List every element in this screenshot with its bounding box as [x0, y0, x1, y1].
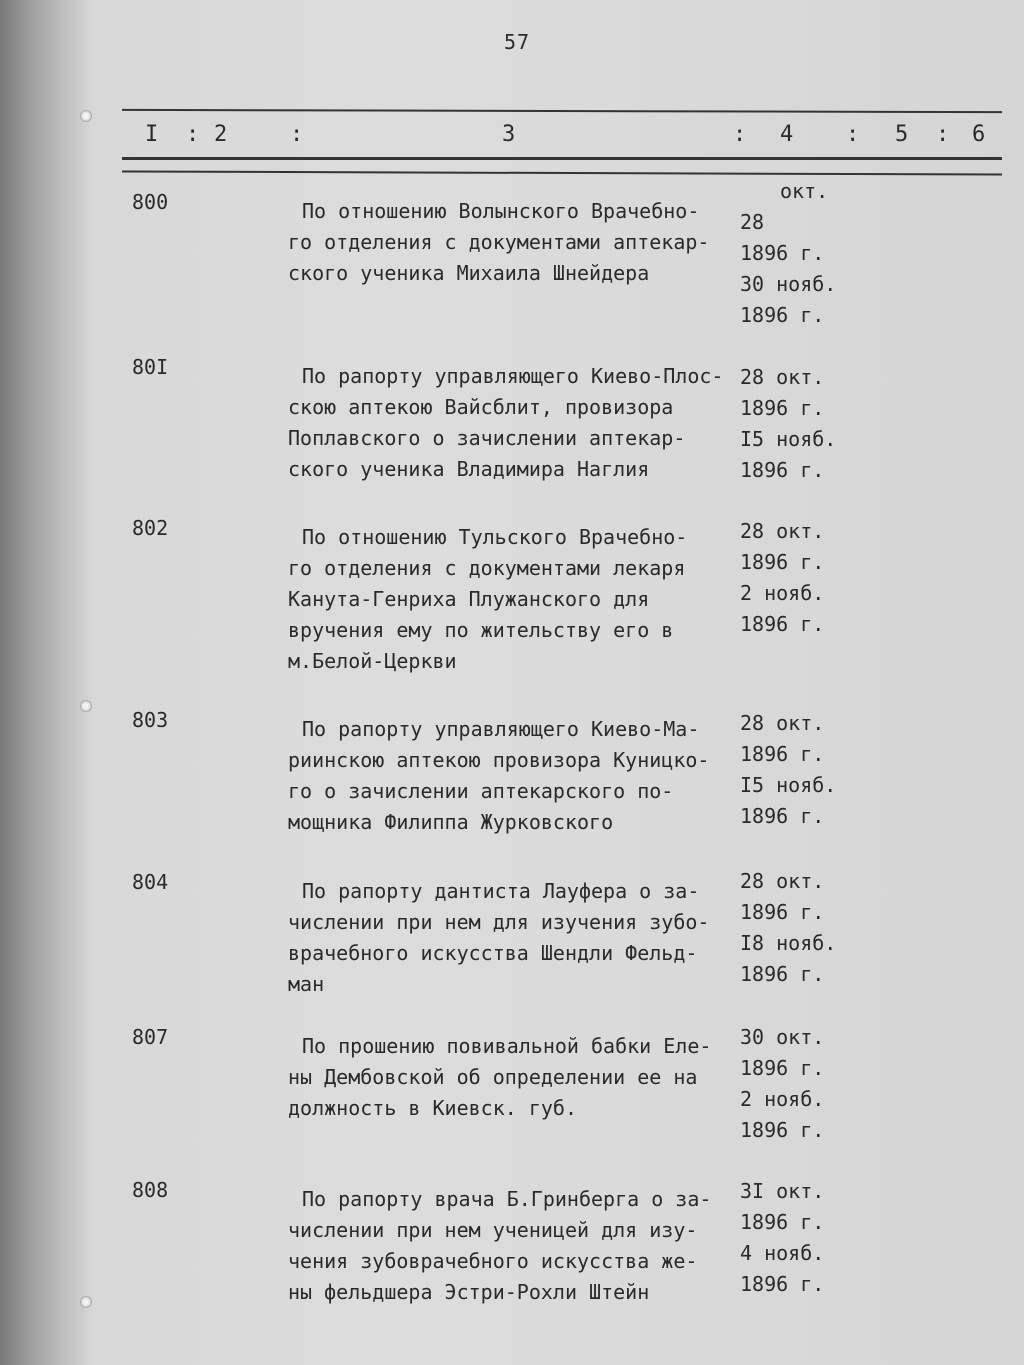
entry-date-line: 28 окт.: [740, 711, 825, 735]
entry-dates: [740, 1022, 850, 1146]
punch-hole: [80, 110, 92, 122]
column-header: 4: [780, 122, 794, 147]
entry-date-line: I8 нояб.: [740, 931, 837, 955]
punch-hole: [80, 1296, 92, 1308]
entry-description: [288, 714, 738, 838]
entry-date-line: 1896 г.: [740, 396, 825, 420]
header-rule-bottom: [122, 170, 1002, 175]
punch-hole: [80, 700, 92, 712]
entry-date-line: 28 окт.: [740, 519, 825, 543]
column-header: :: [186, 122, 200, 147]
entry-date-line: 1896 г.: [740, 458, 825, 482]
header-rule-middle: [122, 157, 1002, 160]
entry-description-line: должность в Киевск. губ.: [288, 1096, 577, 1120]
column-header: :: [733, 122, 747, 147]
entry-description-line: ского ученика Михаила Шнейдера: [288, 261, 650, 285]
entry-dates: [740, 1176, 850, 1300]
column-header: 5: [895, 122, 909, 147]
entry-description-line: По рапорту дантиста Лауфера о за-: [302, 879, 700, 903]
entry-description: [288, 522, 738, 677]
entry-date-line: 28: [740, 210, 777, 234]
column-header: :: [846, 122, 860, 147]
entry-description-line: По рапорту управляющего Киево-Плос-: [302, 364, 724, 388]
entry-description-line: ны Дембовской об определении ее на: [288, 1065, 698, 1089]
entry-date-line: 28 окт.: [740, 869, 825, 893]
entry-date-line: 1896 г.: [740, 1272, 825, 1296]
entry-description: [288, 1031, 738, 1124]
entry-date-line: 2 нояб.: [740, 581, 825, 605]
entry-description-line: вручения ему по жительству его в: [288, 618, 674, 642]
entry-description-line: скою аптекою Вайсблит, провизора: [288, 395, 674, 419]
entry-date-line: 1896 г.: [740, 241, 825, 265]
page-number: 57: [503, 30, 531, 54]
entry-date-line: 1896 г.: [740, 612, 825, 636]
entry-description-line: По отношению Волынского Врачебно-: [302, 199, 700, 223]
entry-date-line: 2 нояб.: [740, 1087, 825, 1111]
entry-description-line: По отношению Тульского Врачебно-: [302, 525, 688, 549]
entry-description-line: го о зачислении аптекарского по-: [288, 779, 674, 803]
entry-dates: [740, 176, 850, 331]
entry-number: 804: [132, 870, 169, 894]
entry-description-line: м.Белой-Церкви: [288, 649, 457, 673]
entry-description: [288, 876, 738, 1000]
entry-description-line: Канута-Генриха Плужанского для: [288, 587, 650, 611]
entry-description-line: По рапорту врача Б.Гринберга о за-: [302, 1187, 712, 1211]
entry-date-line: 28 окт.: [740, 365, 825, 389]
entry-description-line: ны фельдшера Эстри-Рохли Штейн: [288, 1280, 650, 1304]
entry-dates: [740, 708, 850, 832]
entry-description: [288, 196, 738, 289]
entry-description-line: По прошению повивальной бабки Еле-: [302, 1034, 712, 1058]
binding-shadow: [0, 0, 90, 1365]
entry-description: [288, 361, 738, 485]
entry-date-line: 1896 г.: [740, 550, 825, 574]
entry-date-line: 4 нояб.: [740, 1241, 825, 1265]
header-rule-top: [122, 109, 1002, 113]
entry-date-line: I5 нояб.: [740, 773, 837, 797]
entry-date-line: 1896 г.: [740, 804, 825, 828]
entry-description-line: мощника Филиппа Журковского: [288, 810, 614, 834]
entry-description-line: го отделения с документами лекаря: [288, 556, 686, 580]
entry-date-line: 1896 г.: [740, 900, 825, 924]
entry-number: 80I: [132, 355, 169, 379]
entry-description-line: По рапорту управляющего Киево-Ма-: [302, 717, 700, 741]
entry-description-line: числении при нем для изучения зубо-: [288, 910, 710, 934]
column-header: I: [145, 122, 159, 147]
entry-date-line: 1896 г.: [740, 742, 825, 766]
entry-dates: [740, 866, 850, 990]
entry-date-line: 1896 г.: [740, 1056, 825, 1080]
entry-date-line: 1896 г.: [740, 1118, 825, 1142]
entry-description-line: Поплавского о зачислении аптекар-: [288, 426, 686, 450]
entry-description-line: риинскою аптекою провизора Куницко-: [288, 748, 710, 772]
entry-description-line: го отделения с документами аптекар-: [288, 230, 710, 254]
entry-description-line: врачебного искусства Шендли Фельд-: [288, 941, 698, 965]
entry-date-line: 30 окт.: [740, 1025, 825, 1049]
entry-date-line: I5 нояб.: [740, 427, 837, 451]
entry-date-line: 1896 г.: [740, 303, 825, 327]
entry-number: 802: [132, 516, 169, 540]
entry-number: 800: [132, 190, 169, 214]
entry-number: 808: [132, 1178, 169, 1202]
entry-description-line: числении при нем ученицей для изу-: [288, 1218, 698, 1242]
entry-date-line: 3I окт.: [740, 1179, 825, 1203]
column-header: 2: [214, 122, 228, 147]
entry-description-line: ман: [288, 972, 325, 996]
entry-date-line: 1896 г.: [740, 962, 825, 986]
entry-description-line: ского ученика Владимира Наглия: [288, 457, 650, 481]
entry-date-line: окт.: [780, 179, 829, 203]
entry-date-line: 30 нояб.: [740, 272, 837, 296]
entry-number: 803: [132, 708, 169, 732]
entry-date-line: 1896 г.: [740, 1210, 825, 1234]
entry-description: [288, 1184, 738, 1308]
column-header: :: [290, 122, 304, 147]
entry-description-line: чения зубоврачебного искусства же-: [288, 1249, 698, 1273]
column-header: 3: [502, 122, 516, 147]
column-header: 6: [972, 122, 986, 147]
entry-dates: [740, 516, 850, 640]
entry-dates: [740, 362, 850, 486]
column-header: :: [936, 122, 950, 147]
entry-number: 807: [132, 1025, 169, 1049]
